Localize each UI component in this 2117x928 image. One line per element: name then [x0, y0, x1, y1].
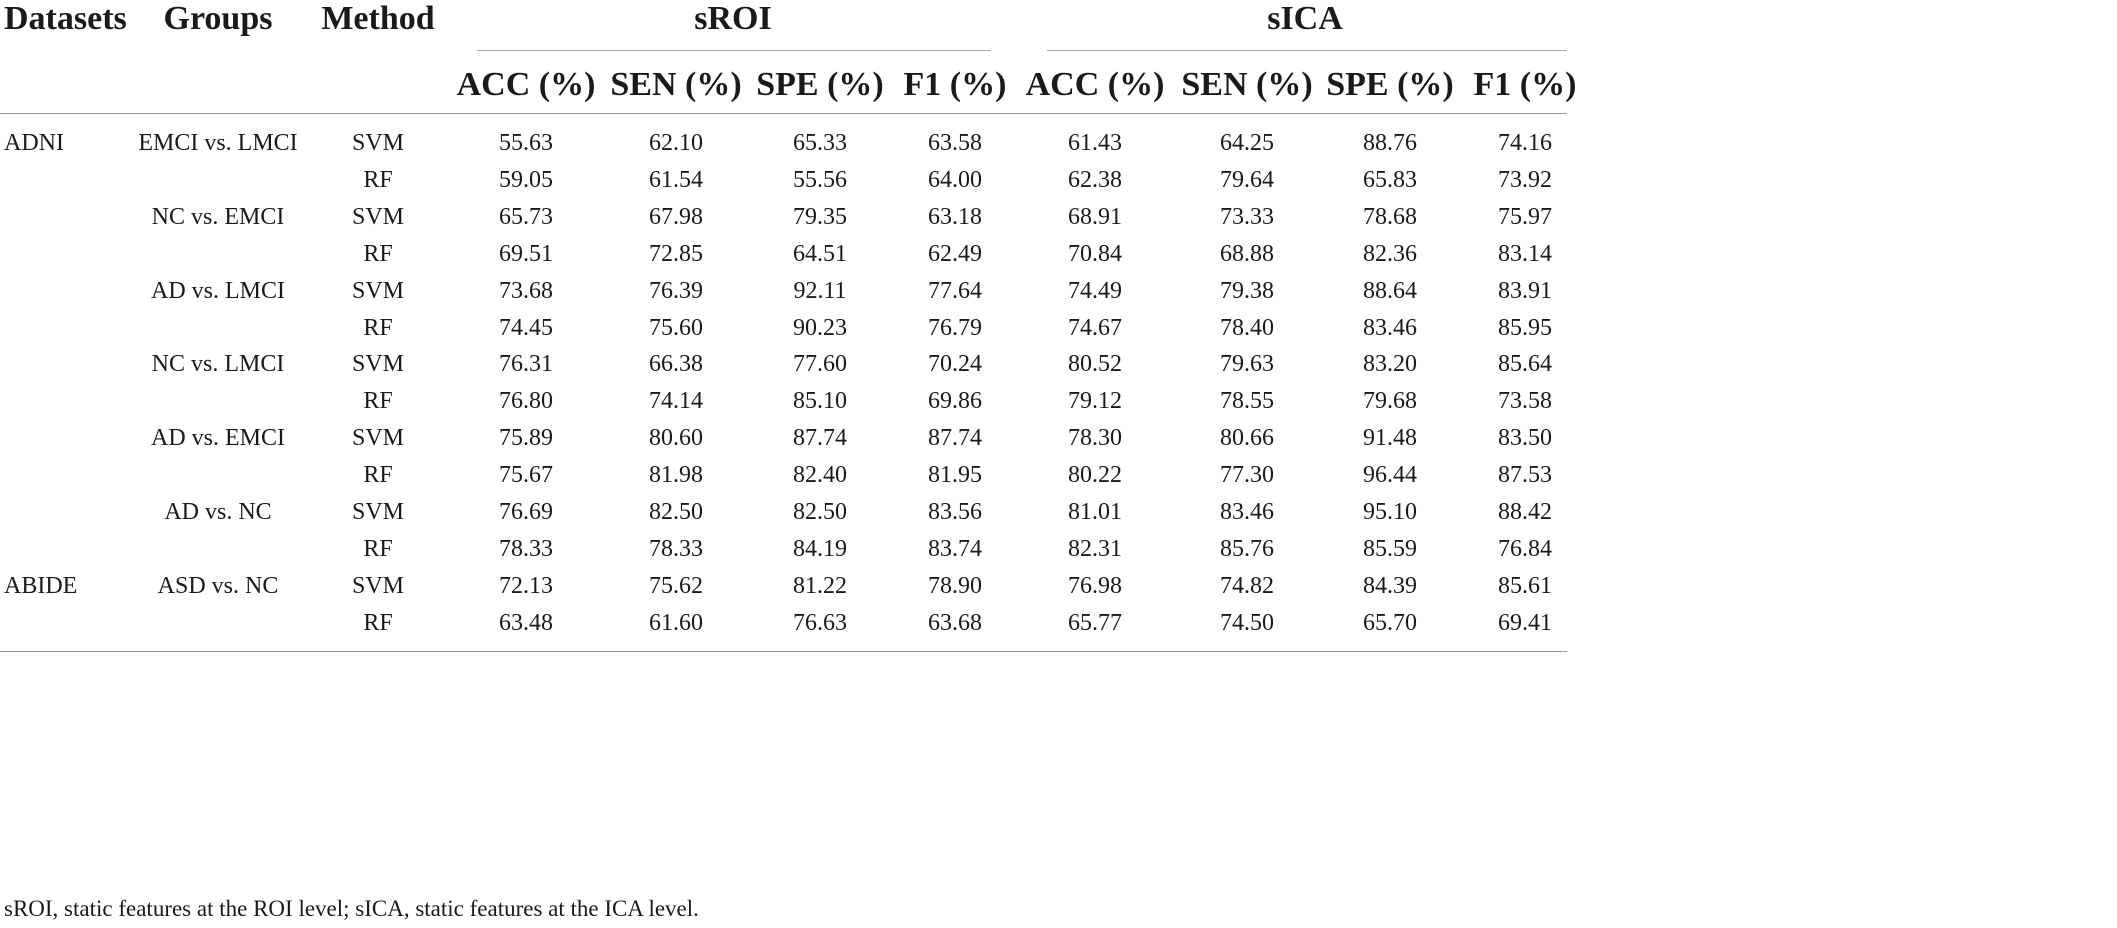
value-cell: 85.95: [1498, 314, 1552, 341]
value-cell: 68.88: [1220, 240, 1274, 267]
method-cell: RF: [363, 388, 393, 415]
value-cell: 84.39: [1363, 572, 1417, 599]
method-cell: SVM: [351, 130, 405, 156]
value-cell: 65.77: [1068, 609, 1122, 636]
value-cell: 63.68: [928, 609, 982, 636]
value-cell: 64.00: [928, 166, 982, 193]
value-cell: 80.60: [649, 425, 703, 452]
value-cell: 92.11: [793, 277, 847, 304]
value-cell: 72.85: [649, 240, 703, 267]
value-cell: 74.16: [1498, 130, 1552, 156]
value-cell: 59.05: [499, 166, 553, 193]
header-groups: Groups: [163, 0, 273, 37]
value-cell: 65.70: [1363, 609, 1417, 636]
value-cell: 82.36: [1363, 240, 1417, 267]
header-bottom-rule: [0, 113, 1567, 114]
group-cell: NC vs. LMCI: [151, 351, 285, 378]
value-cell: 69.41: [1498, 609, 1552, 636]
value-cell: 80.22: [1068, 462, 1122, 489]
value-cell: 82.40: [793, 462, 847, 489]
value-cell: 74.82: [1220, 572, 1274, 599]
value-cell: 81.01: [1068, 499, 1122, 525]
value-cell: 70.24: [928, 351, 982, 378]
value-cell: 76.63: [793, 609, 847, 636]
group-cell: AD vs. NC: [164, 499, 272, 525]
value-cell: 85.76: [1220, 535, 1274, 562]
value-cell: 91.48: [1363, 425, 1417, 452]
value-cell: 85.64: [1498, 351, 1552, 378]
value-cell: 82.50: [649, 499, 703, 525]
value-cell: 79.64: [1220, 166, 1274, 193]
value-cell: 61.60: [649, 609, 703, 636]
group-cell: AD vs. EMCI: [150, 425, 286, 452]
value-cell: 68.91: [1068, 203, 1122, 230]
value-cell: 74.50: [1220, 609, 1274, 636]
method-cell: RF: [363, 462, 393, 489]
value-cell: 55.63: [499, 130, 553, 156]
value-cell: 83.50: [1498, 425, 1552, 452]
value-cell: 74.67: [1068, 314, 1122, 341]
value-cell: 76.79: [928, 314, 982, 341]
value-cell: 77.30: [1220, 462, 1274, 489]
value-cell: 78.33: [649, 535, 703, 562]
value-cell: 77.60: [793, 351, 847, 378]
value-cell: 95.10: [1363, 499, 1417, 525]
value-cell: 76.39: [649, 277, 703, 304]
value-cell: 62.10: [649, 130, 703, 156]
value-cell: 76.80: [499, 388, 553, 415]
value-cell: 75.62: [649, 572, 703, 599]
sica-group-rule: [1047, 50, 1567, 51]
value-cell: 83.14: [1498, 240, 1552, 267]
value-cell: 65.83: [1363, 166, 1417, 193]
value-cell: 73.33: [1220, 203, 1274, 230]
value-cell: 73.68: [499, 277, 553, 304]
value-cell: 90.23: [793, 314, 847, 341]
value-cell: 83.20: [1363, 351, 1417, 378]
value-cell: 83.74: [928, 535, 982, 562]
value-cell: 73.58: [1498, 388, 1552, 415]
dataset-cell: ADNI: [4, 130, 64, 156]
value-cell: 88.42: [1498, 499, 1552, 525]
method-cell: RF: [363, 166, 393, 193]
value-cell: 69.86: [928, 388, 982, 415]
table-bottom-rule: [0, 651, 1567, 652]
value-cell: 64.25: [1220, 130, 1274, 156]
value-cell: 81.95: [928, 462, 982, 489]
value-cell: 79.35: [793, 203, 847, 230]
metric-header: SPE (%): [1326, 66, 1454, 103]
value-cell: 62.38: [1068, 166, 1122, 193]
group-cell: ASD vs. NC: [157, 572, 279, 599]
value-cell: 83.46: [1220, 499, 1274, 525]
metric-header: SEN (%): [610, 66, 742, 103]
value-cell: 77.64: [928, 277, 982, 304]
value-cell: 66.38: [649, 351, 703, 378]
value-cell: 78.30: [1068, 425, 1122, 452]
method-cell: SVM: [351, 277, 405, 304]
value-cell: 70.84: [1068, 240, 1122, 267]
value-cell: 78.33: [499, 535, 553, 562]
value-cell: 63.58: [928, 130, 982, 156]
method-cell: RF: [363, 314, 393, 341]
value-cell: 64.51: [793, 240, 847, 267]
value-cell: 79.63: [1220, 351, 1274, 378]
value-cell: 81.98: [649, 462, 703, 489]
value-cell: 83.46: [1363, 314, 1417, 341]
value-cell: 85.61: [1498, 572, 1552, 599]
value-cell: 65.33: [793, 130, 847, 156]
value-cell: 76.84: [1498, 535, 1552, 562]
value-cell: 88.76: [1363, 130, 1417, 156]
value-cell: 79.68: [1363, 388, 1417, 415]
metric-header: SPE (%): [756, 66, 884, 103]
value-cell: 82.31: [1068, 535, 1122, 562]
value-cell: 84.19: [793, 535, 847, 562]
method-cell: RF: [363, 609, 393, 636]
value-cell: 82.50: [793, 499, 847, 525]
value-cell: 96.44: [1363, 462, 1417, 489]
method-cell: SVM: [351, 572, 405, 599]
value-cell: 76.31: [499, 351, 553, 378]
value-cell: 78.90: [928, 572, 982, 599]
value-cell: 72.13: [499, 572, 553, 599]
header-datasets: Datasets: [4, 0, 127, 37]
value-cell: 74.45: [499, 314, 553, 341]
value-cell: 67.98: [649, 203, 703, 230]
header-sica: sICA: [1267, 0, 1343, 37]
method-cell: SVM: [351, 425, 405, 452]
value-cell: 62.49: [928, 240, 982, 267]
metric-header: F1 (%): [903, 66, 1007, 103]
value-cell: 63.48: [499, 609, 553, 636]
table-footnote: sROI, static features at the ROI level; sICA, static features at the ICA level.: [4, 896, 699, 921]
table-row: [0, 610, 2117, 660]
value-cell: 75.89: [499, 425, 553, 452]
metric-header: ACC (%): [456, 66, 596, 103]
header-method: Method: [321, 0, 435, 37]
value-cell: 83.56: [928, 499, 982, 525]
value-cell: 74.14: [649, 388, 703, 415]
metric-header: ACC (%): [1025, 66, 1165, 103]
method-cell: RF: [363, 240, 393, 267]
value-cell: 85.10: [793, 388, 847, 415]
metric-header: F1 (%): [1473, 66, 1577, 103]
value-cell: 88.64: [1363, 277, 1417, 304]
value-cell: 73.92: [1498, 166, 1552, 193]
sroi-group-rule: [477, 50, 991, 51]
value-cell: 80.66: [1220, 425, 1274, 452]
metric-header: SEN (%): [1181, 66, 1313, 103]
method-cell: SVM: [351, 203, 405, 230]
group-cell: NC vs. EMCI: [151, 203, 285, 230]
value-cell: 87.74: [793, 425, 847, 452]
value-cell: 75.97: [1498, 203, 1552, 230]
group-cell: EMCI vs. LMCI: [138, 130, 298, 156]
value-cell: 85.59: [1363, 535, 1417, 562]
value-cell: 55.56: [793, 166, 847, 193]
value-cell: 79.38: [1220, 277, 1274, 304]
value-cell: 78.55: [1220, 388, 1274, 415]
value-cell: 65.73: [499, 203, 553, 230]
value-cell: 87.74: [928, 425, 982, 452]
value-cell: 63.18: [928, 203, 982, 230]
dataset-cell: ABIDE: [4, 572, 78, 599]
value-cell: 69.51: [499, 240, 553, 267]
value-cell: 75.60: [649, 314, 703, 341]
value-cell: 61.43: [1068, 130, 1122, 156]
header-sroi: sROI: [694, 0, 772, 37]
value-cell: 76.69: [499, 499, 553, 525]
method-cell: SVM: [351, 499, 405, 525]
value-cell: 61.54: [649, 166, 703, 193]
method-cell: SVM: [351, 351, 405, 378]
value-cell: 76.98: [1068, 572, 1122, 599]
method-cell: RF: [363, 535, 393, 562]
value-cell: 79.12: [1068, 388, 1122, 415]
value-cell: 75.67: [499, 462, 553, 489]
group-cell: AD vs. LMCI: [150, 277, 286, 304]
value-cell: 83.91: [1498, 277, 1552, 304]
value-cell: 80.52: [1068, 351, 1122, 378]
value-cell: 78.40: [1220, 314, 1274, 341]
value-cell: 78.68: [1363, 203, 1417, 230]
value-cell: 74.49: [1068, 277, 1122, 304]
value-cell: 87.53: [1498, 462, 1552, 489]
value-cell: 81.22: [793, 572, 847, 599]
